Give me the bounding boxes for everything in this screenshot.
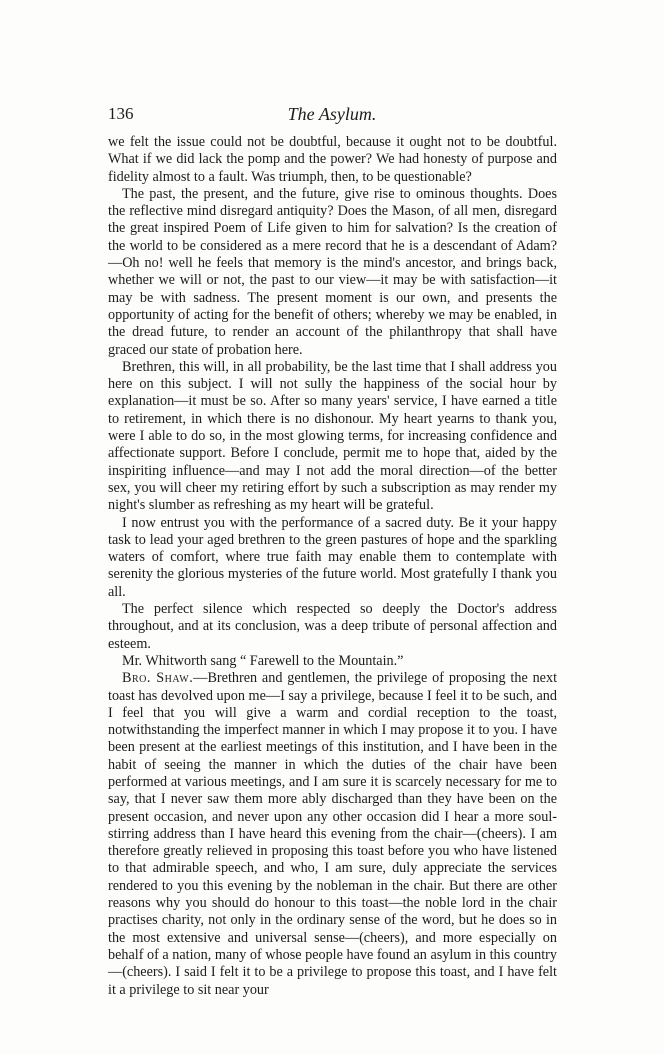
speech-text: —Brethren and gentlemen, the privilege of proposing the next toast has devolved upon me—I say a privilege, because I feel it to be such, and I feel that you will give a warm and cordial reception to the toast, notwithstanding the imperfect manner in which I may propose it to you. I have been present at the earliest meetings of this institution, and I have been in the habit of seeing the manner in which the duties of the chair have been performed at various meetings, and I am sure it is scarcely necessary for me to say, that I never saw them more ably discharged than they have been on the present occasion, and never upon any other occasion did I hear a more soul-stirring address than I have heard this evening from the chair—(cheers). I am therefore greatly relieved in proposing this toast before you who have listened to that admirable speech, and who, I am sure, duly appreciate the services rendered to you this evening by the nobleman in the chair. But there are other reasons why you should do honour to this toast—the noble lord in the chair practises charity, not only in the ordinary sense of the word, but he does so in the most extensive and universal sense—(cheers), and more especially on behalf of a nation, many of whose people have found an asylum in this country—(cheers). I said I felt it to be a privilege to propose this toast, and I have felt it a privilege to sit near your <box>108 670 558 998</box>
running-title: The Asylum. <box>287 104 377 124</box>
paragraph: Mr. Whitworth sang “ Farewell to the Mountain.” <box>122 652 404 669</box>
speaker-name: Bro. Shaw. <box>122 670 194 687</box>
paragraph: we felt the issue could not be doubtful, because it ought not to be doubtful. What if we did lack the pomp and the power? We had honesty of purpose and fidelity almost to a fault. Was triumph, then, to be questionable? <box>108 134 557 185</box>
paragraph: Brethren, this will, in all probability, be the last time that I shall address you here on this subject. I will not sully the happiness of the social hour by explanation—it must be so. After so many years' service, I have earned a title to retirement, in which there is no dishonour. My heart yearns to thank you, were I able to do so, in the most glowing terms, for increasing confidence and affectionate support. Before I conclude, permit me to hope that, aided by the inspiriting influence—and may I not add the moral direction—of the better sex, you will cheer my retiring effort by such a subscription as may render my night's slumber as refreshing as my heart will be grateful. <box>108 358 557 514</box>
paragraph: I now entrust you with the performance of a sacred duty. Be it your happy task to lead your aged brethren to the green pastures of hope and the sparkling waters of comfort, where true faith may enable them to contemplate with serenity the glorious mysteries of the future world. Most gratefully I thank you all. <box>108 514 557 600</box>
paragraph: The past, the present, and the future, give rise to ominous thoughts. Does the reflective mind disregard antiquity? Does the Mason, of all men, disregard the great inspired Poem of Life given to him for salvation? Is the creation of the world to be considered as a mere record that he is a descendant of Adam?—Oh no! well he feels that memory is the mind's ancestor, and brings back, whether we will or not, the past to our view—it may be with satisfaction—it may be with sadness. The present moment is our own, and presents the opportunity of acting for the benefit of others; whereby we may be enabled, in the dread future, to render an account of the philanthropy that shall have graced our state of probation here. <box>108 185 557 358</box>
page-header <box>108 104 556 128</box>
page-number: 136 <box>108 104 134 123</box>
paragraph-speech <box>108 670 557 999</box>
body-text <box>108 134 557 999</box>
paragraph: The perfect silence which respected so deeply the Doctor's address throughout, and at its conclusion, was a deep tribute of personal affection and esteem. <box>108 601 557 652</box>
